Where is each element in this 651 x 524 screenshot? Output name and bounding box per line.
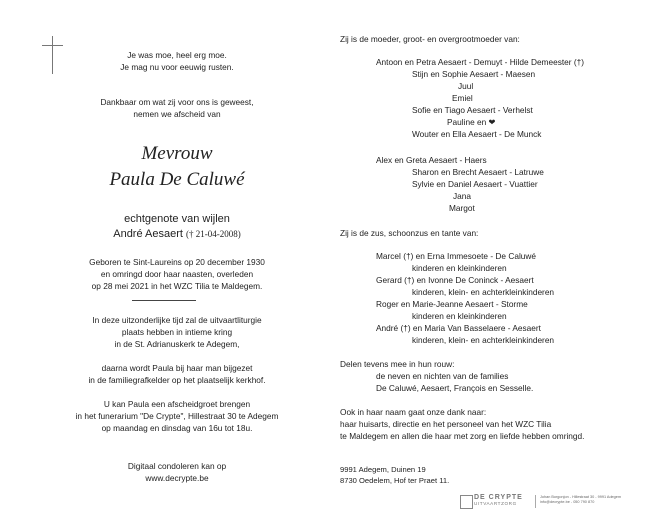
thanks-heading: Ook in haar naam gaat onze dank naar: xyxy=(340,407,487,417)
sibling-descendants: kinderen en kleinkinderen xyxy=(412,263,507,273)
mother-heading: Zij is de moeder, groot- en overgrootmoeder van: xyxy=(340,34,520,44)
logo-sub: UITVAARTZORG xyxy=(474,501,517,506)
condolence: Digitaal condoleren kan op www.decrypte.be xyxy=(127,461,227,483)
spouse-name: André Aesaert xyxy=(113,228,183,240)
funeral-home-logo xyxy=(460,494,646,510)
thanks-line: haar huisarts, directie en het personeel van het WZC Tilia xyxy=(340,419,552,429)
logo-divider xyxy=(535,495,536,508)
burial: daarna wordt Paula bij haar man bijgezet in de familiegrafkelder op het plaatselijk kerkhof. xyxy=(88,363,266,385)
sibling-descendants: kinderen en kleinkinderen xyxy=(412,311,507,321)
sibling: Marcel (†) en Erna Immesoete - De Caluwé xyxy=(376,251,537,261)
address: 8730 Oedelem, Hof ter Praet 11. xyxy=(340,476,450,485)
logo-brand: DE CRYPTE xyxy=(474,494,523,501)
divider xyxy=(132,300,196,301)
spouse-date: († 21-04-2008) xyxy=(186,229,241,239)
sibling-descendants: kinderen, klein- en achterkleinkinderen xyxy=(412,335,555,345)
family-member: Sofie en Tiago Aesaert - Verhelst xyxy=(412,105,533,115)
family-member: Margot xyxy=(449,203,475,213)
sibling-descendants: kinderen, klein- en achterkleinkinderen xyxy=(412,287,555,297)
spouse-name-line xyxy=(52,227,302,241)
deceased-name: Paula De Caluwé xyxy=(109,169,245,190)
family-member: Sharon en Brecht Aesaert - Latruwe xyxy=(412,167,544,177)
birth-death: Geboren te Sint-Laureins op 20 december 1930 en omringd door haar naasten, overleden op 28 mei 2021 in het WZC Tilia te Maldegem. xyxy=(89,257,265,291)
heart-icon: ❤ xyxy=(488,117,496,127)
family-member-line xyxy=(447,117,495,129)
logo-mark-icon xyxy=(460,495,473,509)
title: Mevrouw xyxy=(141,143,213,164)
family-member: Juul xyxy=(458,81,474,91)
address: 9991 Adegem, Duinen 19 xyxy=(340,465,426,474)
family-member: Wouter en Ella Aesaert - De Munck xyxy=(412,129,542,139)
thanks-intro: Dankbaar om wat zij voor ons is geweest, nemen we afscheid van xyxy=(100,97,254,119)
grief-heading: Delen tevens mee in hun rouw: xyxy=(340,359,455,369)
sibling: André (†) en Maria Van Basselaere - Aesaert xyxy=(376,323,541,333)
family-member: Pauline en xyxy=(447,117,487,127)
family-member: Jana xyxy=(453,191,471,201)
visit: U kan Paula een afscheidgroet brengen in het funerarium "De Crypte", Hillestraat 30 te Adegem op maandag en dinsdag van 16u tot 18u. xyxy=(75,399,279,433)
family-member: Sylvie en Daniel Aesaert - Vuattier xyxy=(412,179,538,189)
verse: Je was moe, heel erg moe. Je mag nu voor eeuwig rusten. xyxy=(120,50,234,72)
liturgy: In deze uitzonderlijke tijd zal de uitvaartliturgie plaats hebben in intieme kring in de St. Adrianuskerk te Adegem, xyxy=(92,315,262,349)
sibling: Roger en Marie-Jeanne Aesaert - Storme xyxy=(376,299,528,309)
sister-heading: Zij is de zus, schoonzus en tante van: xyxy=(340,228,479,238)
spouse-line: echtgenote van wijlen xyxy=(124,213,230,225)
sibling: Gerard (†) en Ivonne De Coninck - Aesaert xyxy=(376,275,534,285)
family-member: Antoon en Petra Aesaert - Demuyt - Hilde Demeester (†) xyxy=(376,57,584,67)
family-member: Alex en Greta Aesaert - Haers xyxy=(376,155,487,165)
family-member: Stijn en Sophie Aesaert - Maesen xyxy=(412,69,536,79)
family-member: Emiel xyxy=(452,93,473,103)
grief-line: De Caluwé, Aesaert, François en Sesselle. xyxy=(376,383,534,393)
thanks-line: te Maldegem en allen die haar met zorg en liefde hebben omringd. xyxy=(340,431,585,441)
logo-address: Johan Borgonjon - Hillestraat 30 - 9991 Adegem info@decrypte.be - 050 790 870 xyxy=(540,495,622,504)
grief-line: de neven en nichten van de families xyxy=(376,371,509,381)
